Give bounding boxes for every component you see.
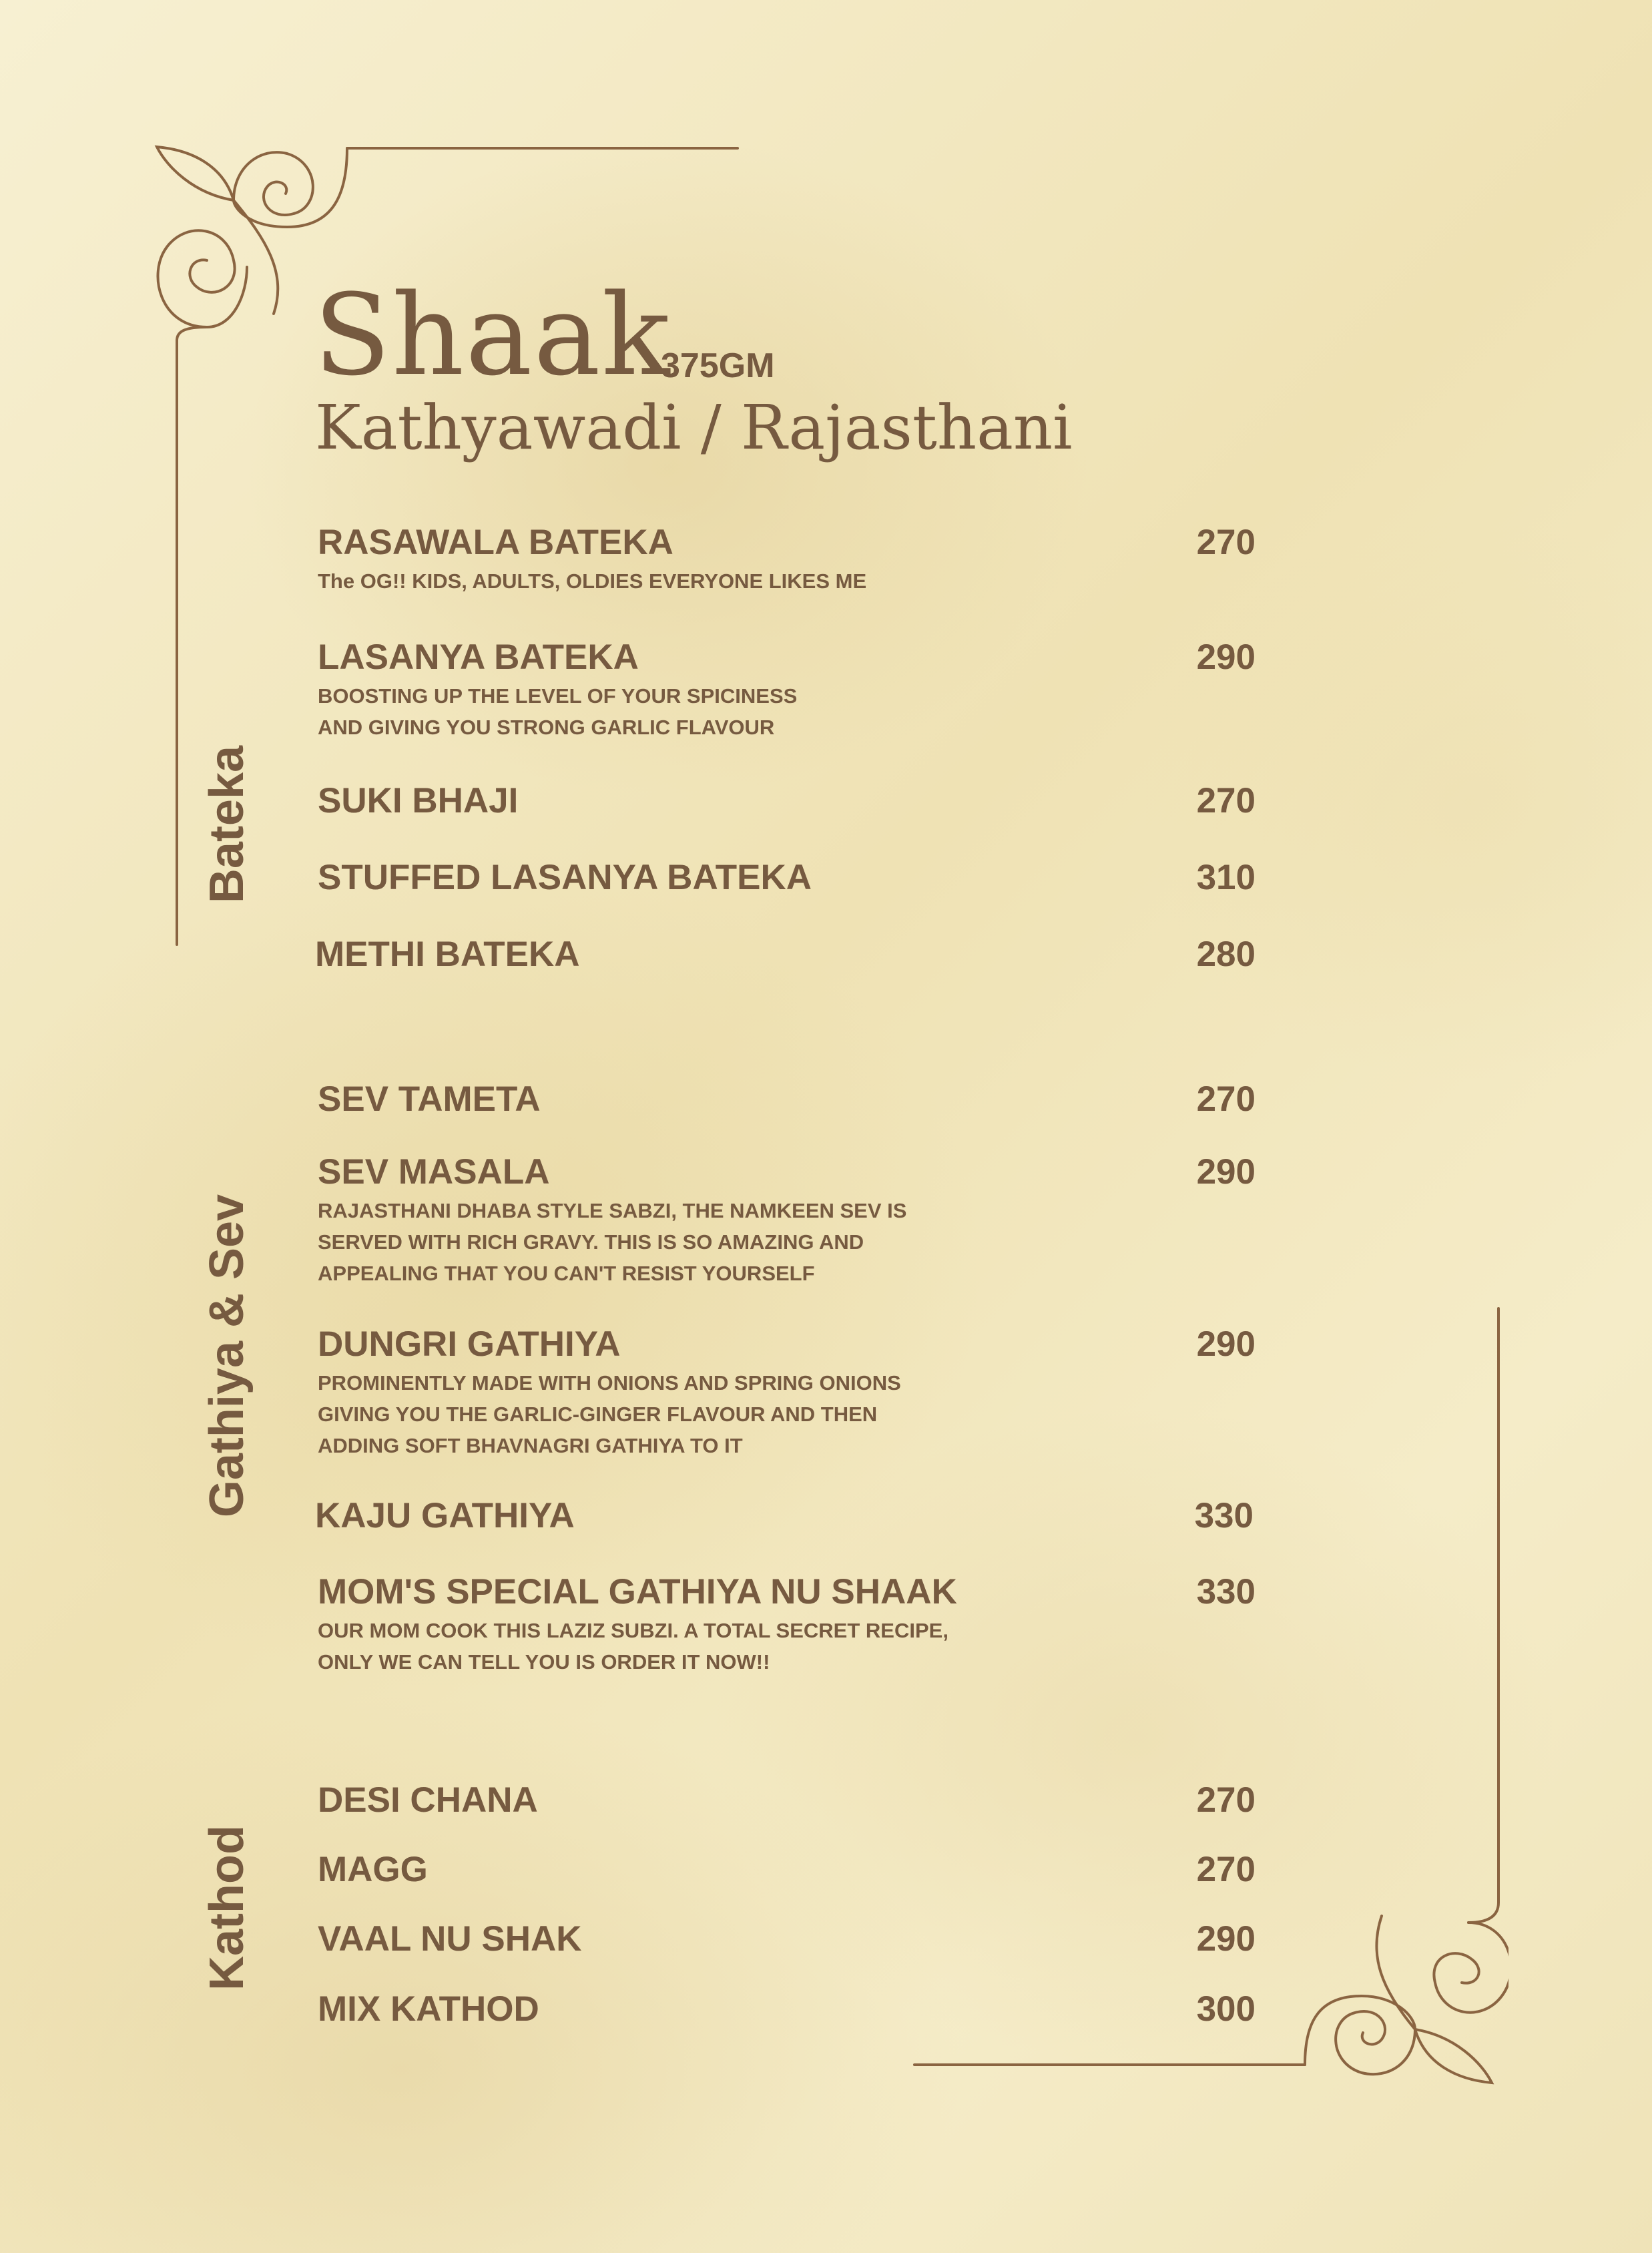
item-description-line: PROMINENTLY MADE WITH ONIONS AND SPRING ONIONS [318, 1371, 901, 1395]
menu-item-moms-special-gathiya [318, 1572, 1256, 1678]
item-price: 310 [1196, 858, 1256, 897]
section-label-bateka: Bateka [200, 745, 254, 904]
menu-item-rasawala-bateka [318, 523, 1256, 597]
item-name: MAGG [318, 1850, 428, 1889]
item-price: 270 [1196, 1850, 1256, 1889]
item-name: RASAWALA BATEKA [318, 523, 673, 562]
item-price: 330 [1194, 1496, 1254, 1535]
item-name: MIX KATHOD [318, 1989, 539, 2029]
portion-weight: 375GM [661, 346, 775, 385]
menu-item-vaal-nu-shak [318, 1919, 1256, 1959]
menu-item-desi-chana [318, 1780, 1256, 1820]
item-price: 270 [1196, 523, 1256, 562]
menu-item-sev-tameta [318, 1079, 1256, 1119]
item-name: SEV TAMETA [318, 1079, 541, 1119]
item-price: 330 [1196, 1572, 1256, 1611]
item-price: 290 [1196, 1324, 1256, 1364]
item-description-line: BOOSTING UP THE LEVEL OF YOUR SPICINESS [318, 684, 798, 708]
item-description-line: ADDING SOFT BHAVNAGRI GATHIYA TO IT [318, 1434, 743, 1457]
item-description-line: The OG!! KIDS, ADULTS, OLDIES EVERYONE LIKES ME [318, 569, 867, 593]
item-price: 270 [1196, 1079, 1256, 1119]
item-description-line: OUR MOM COOK THIS LAZIZ SUBZI. A TOTAL SECRET RECIPE, [318, 1619, 948, 1642]
menu-item-lasanya-bateka [318, 638, 1256, 743]
item-description-line: APPEALING THAT YOU CAN'T RESIST YOURSELF [318, 1262, 815, 1285]
menu-item-stuffed-lasanya-bateka [318, 858, 1256, 898]
item-price: 290 [1196, 638, 1256, 677]
item-price: 270 [1196, 781, 1256, 820]
item-name: SUKI BHAJI [318, 781, 519, 820]
item-description [318, 680, 1019, 743]
item-description-line: GIVING YOU THE GARLIC-GINGER FLAVOUR AND THEN [318, 1403, 878, 1426]
item-name: DUNGRI GATHIYA [318, 1324, 621, 1364]
item-description-line: AND GIVING YOU STRONG GARLIC FLAVOUR [318, 716, 775, 739]
item-name: KAJU GATHIYA [315, 1496, 575, 1535]
item-description [318, 1367, 1019, 1461]
menu-item-mix-kathod [318, 1989, 1256, 2029]
item-price: 270 [1196, 1780, 1256, 1820]
item-name: SEV MASALA [318, 1152, 550, 1192]
item-price: 280 [1196, 935, 1256, 974]
item-name: STUFFED LASANYA BATEKA [318, 858, 812, 897]
item-description-line: RAJASTHANI DHABA STYLE SABZI, THE NAMKEEN SEV IS [318, 1199, 907, 1222]
menu-item-kaju-gathiya [315, 1496, 1254, 1536]
item-description-line: SERVED WITH RICH GRAVY. THIS IS SO AMAZING AND [318, 1230, 864, 1254]
item-description [318, 1195, 1019, 1289]
item-price: 300 [1196, 1989, 1256, 2029]
menu-item-methi-bateka [315, 935, 1256, 975]
item-name: DESI CHANA [318, 1780, 538, 1820]
menu-item-magg [318, 1850, 1256, 1890]
item-price: 290 [1196, 1152, 1256, 1192]
menu-item-sev-masala [318, 1152, 1256, 1289]
item-name: METHI BATEKA [315, 935, 580, 974]
item-description-line: ONLY WE CAN TELL YOU IS ORDER IT NOW!! [318, 1650, 770, 1674]
menu-item-dungri-gathiya [318, 1324, 1256, 1461]
menu-title: Shaak [314, 270, 671, 401]
item-name: MOM'S SPECIAL GATHIYA NU SHAAK [318, 1572, 957, 1611]
section-label-gathiya-sev: Gathiya & Sev [200, 1194, 254, 1518]
item-name: VAAL NU SHAK [318, 1919, 582, 1959]
menu-subtitle: Kathyawadi / Rajasthani [315, 392, 1073, 463]
item-description [318, 565, 1019, 597]
menu-item-suki-bhaji [318, 781, 1256, 821]
item-description [318, 1615, 1019, 1678]
section-label-kathod: Kathod [200, 1825, 254, 1991]
item-price: 290 [1196, 1919, 1256, 1959]
item-name: LASANYA BATEKA [318, 638, 639, 677]
